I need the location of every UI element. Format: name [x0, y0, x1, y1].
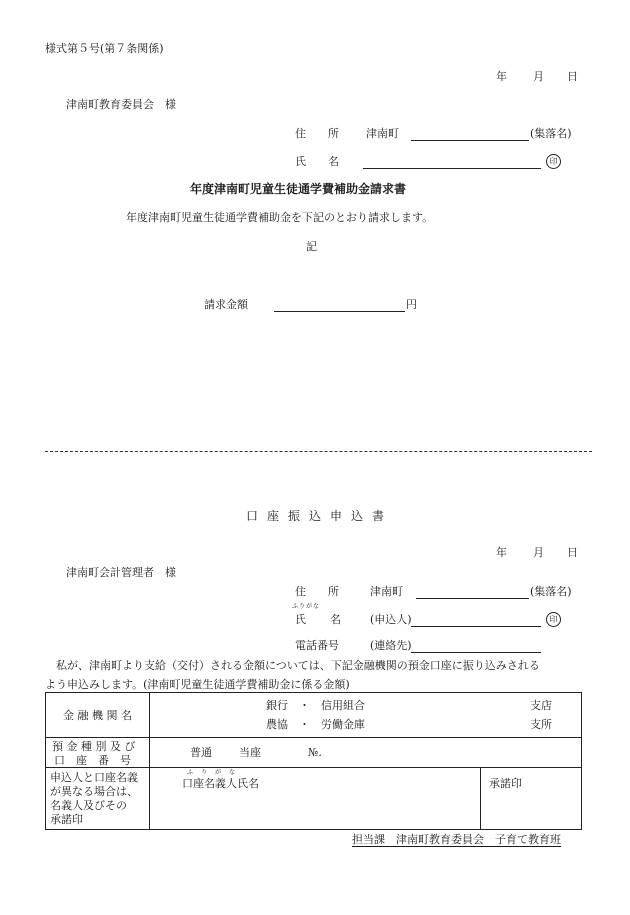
day-label: 日: [567, 70, 578, 83]
claim-body: 年度津南町児童生徒通学費補助金を下記のとおり請求します。: [126, 211, 434, 224]
phone-field[interactable]: [411, 652, 541, 653]
bank-account-table: [45, 692, 582, 830]
transfer-hamlet-label: (集落名): [530, 585, 572, 598]
diff-label-line1: 申込人と口座名義: [50, 771, 138, 784]
seal-icon: 印: [546, 154, 561, 169]
holder-ruby: ふ り が な: [187, 769, 237, 776]
year-label: 年: [496, 70, 507, 83]
account-label-cell: [46, 738, 150, 768]
bank-type-line2: 農協 ・ 労働金庫: [266, 718, 365, 731]
month-label: 月: [533, 546, 544, 559]
bank-label-cell: [46, 693, 150, 738]
claim-address-label: 住 所: [295, 127, 339, 140]
transfer-body-line2: よう申込みします。(津南町児童生徒通学費補助金に係る金額): [45, 678, 350, 691]
transfer-name-label-2: 名: [330, 613, 341, 626]
bank-label: 金 融 機 関 名: [63, 709, 132, 722]
day-label: 日: [567, 546, 578, 559]
transfer-addressee: 津南町会計管理者 様: [66, 566, 176, 579]
form-number: 様式第５号(第７条関係): [45, 42, 164, 55]
year-label: 年: [496, 546, 507, 559]
account-label-line2: 口 座 番 号: [54, 754, 131, 767]
diff-label-line2: が異なる場合は、: [50, 785, 138, 798]
yen-label: 円: [406, 298, 417, 311]
transfer-address-town: 津南町: [370, 585, 403, 598]
claim-addressee: 津南町教育委員会 様: [66, 98, 176, 111]
consent-seal-cell[interactable]: [481, 768, 582, 830]
transfer-title: 口座振込申込書: [246, 509, 394, 523]
cut-line-divider: [45, 451, 592, 452]
diff-label-line3: 名義人及びその: [50, 799, 127, 812]
account-label-line1: 預 金 種 別 及 び: [52, 740, 136, 753]
diff-label-line4: 承諾印: [50, 813, 83, 826]
month-label: 月: [533, 70, 544, 83]
record-mark: 記: [306, 240, 317, 253]
bank-type-line1: 銀行 ・ 信用組合: [266, 699, 365, 712]
department-footer: 担当課 津南町教育委員会 子育て教育班: [352, 833, 561, 846]
amount-label: 請求金額: [204, 298, 248, 311]
applicant-label: (申込人): [370, 613, 412, 626]
account-type-ordinary: 普通: [190, 746, 212, 759]
holder-name-label: 口座名義人氏名: [182, 777, 259, 790]
name-ruby: ふりがな: [292, 603, 321, 610]
claim-hamlet-label: (集落名): [530, 127, 572, 140]
account-type-current: 当座: [239, 746, 261, 759]
contact-label: (連絡先): [370, 639, 412, 652]
claim-address-town: 津南町: [366, 127, 399, 140]
claim-title: 年度津南町児童生徒通学費補助金請求書: [190, 182, 407, 196]
branch-line2: 支所: [530, 718, 552, 731]
phone-label: 電話番号: [295, 639, 339, 652]
claim-address-field[interactable]: [411, 140, 529, 141]
amount-field[interactable]: [274, 311, 405, 312]
claim-name-label: 氏 名: [295, 155, 339, 168]
seal-icon: 印: [546, 612, 561, 627]
transfer-body-line1: 私が、津南町より支給（交付）される金額については、下記金融機関の預金口座に振り込みされる: [45, 659, 540, 672]
account-no-label: №.: [308, 746, 322, 759]
transfer-name-label-1: 氏: [295, 613, 306, 626]
bank-name-cell[interactable]: [150, 693, 582, 738]
claim-name-field[interactable]: [363, 168, 541, 169]
transfer-address-field[interactable]: [416, 598, 529, 599]
transfer-address-label: 住 所: [295, 585, 339, 598]
applicant-name-field[interactable]: [411, 626, 541, 627]
holder-diff-label-cell: [46, 768, 150, 830]
holder-name-cell[interactable]: [150, 768, 481, 830]
account-number-cell[interactable]: [150, 738, 582, 768]
branch-line1: 支店: [530, 699, 552, 712]
consent-seal-label: 承諾印: [489, 777, 522, 790]
